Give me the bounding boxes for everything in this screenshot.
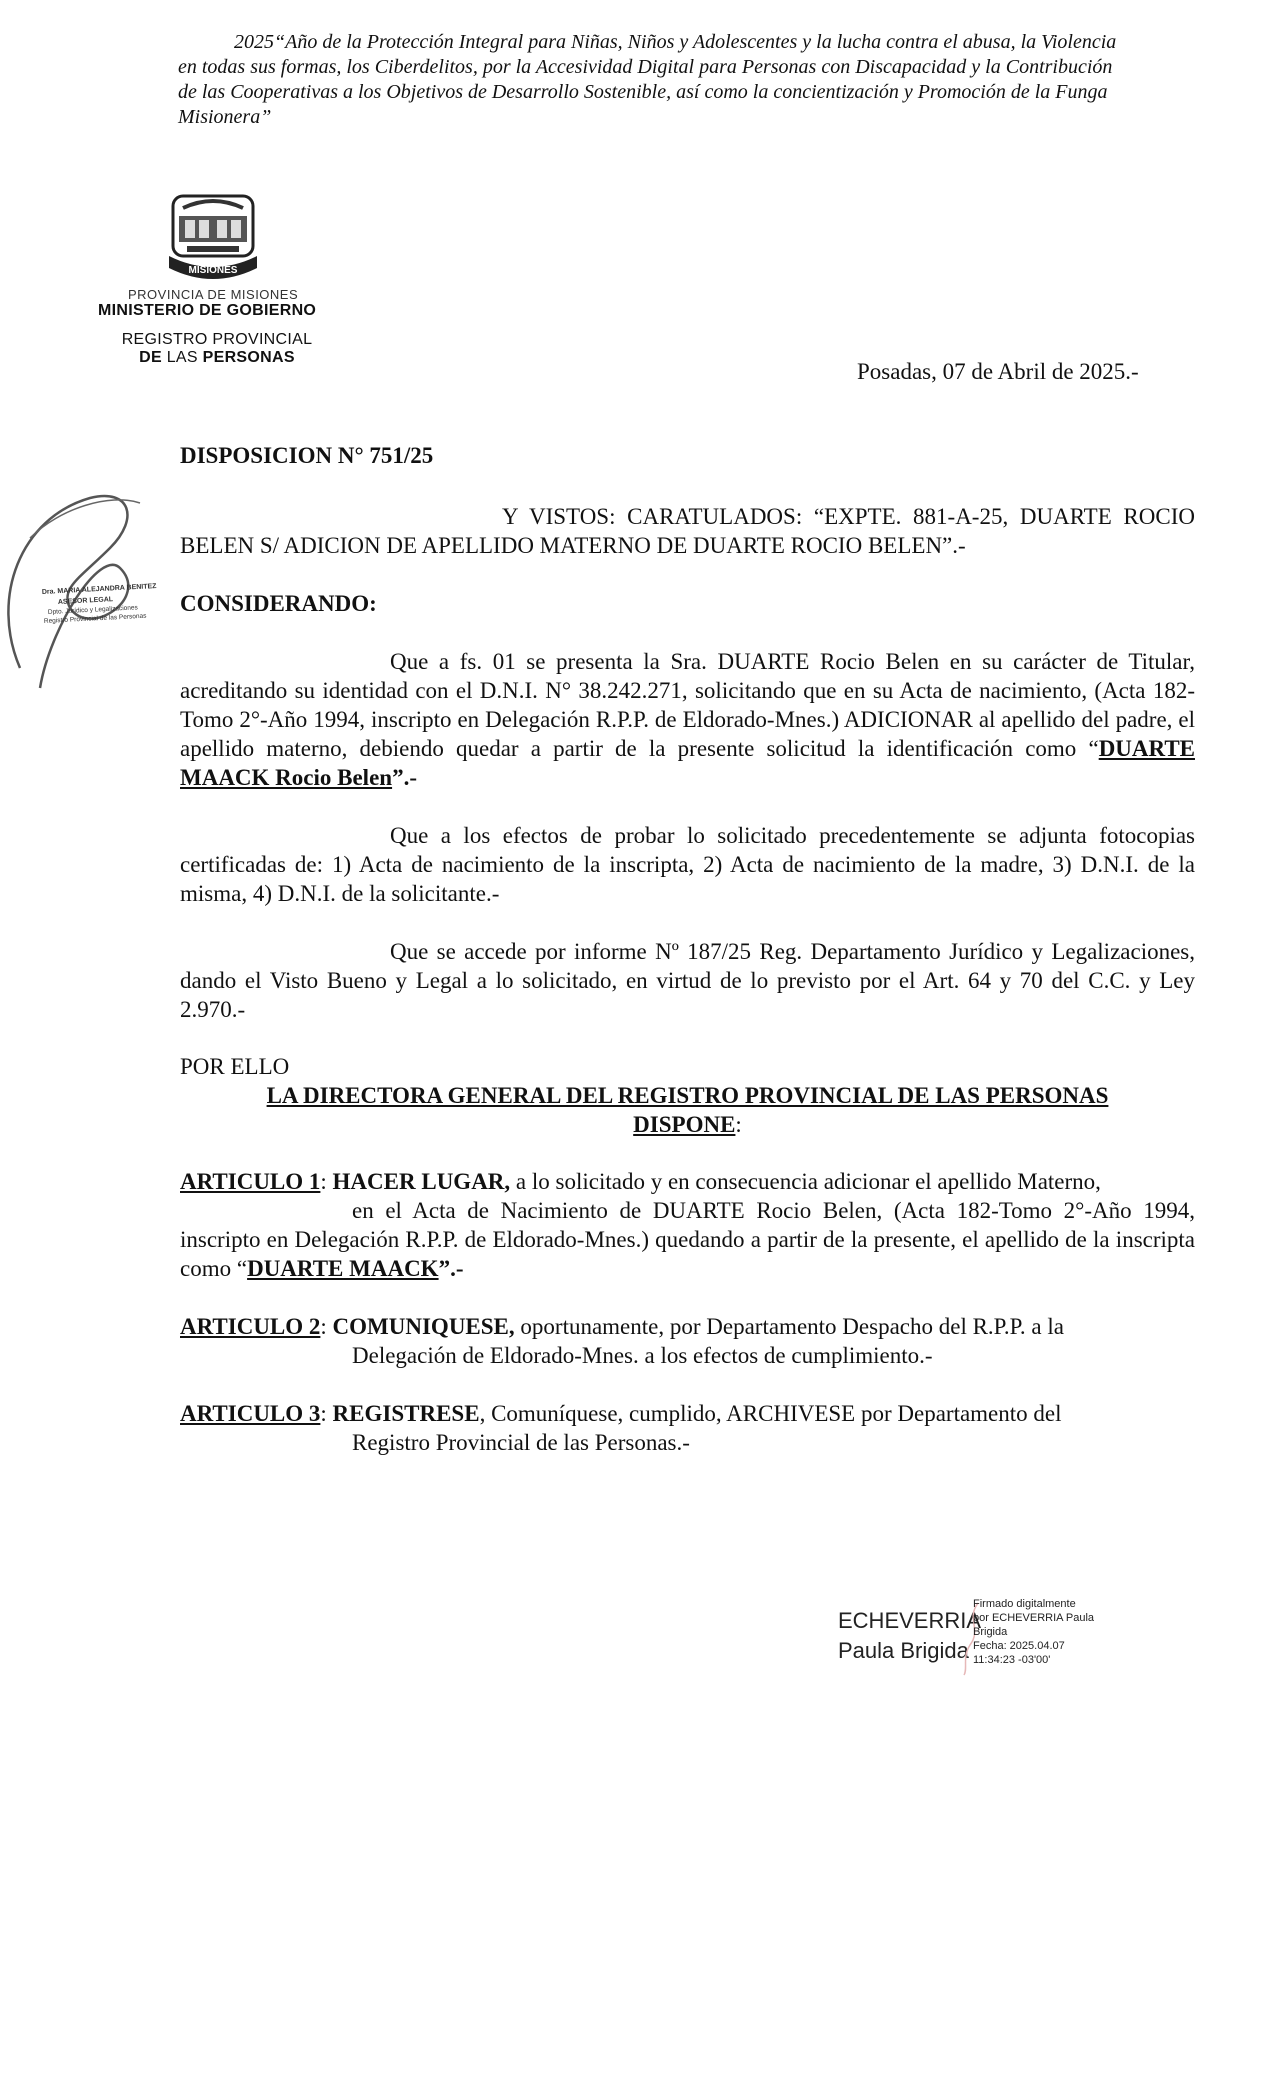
resulting-surname: DUARTE MAACK xyxy=(247,1256,439,1281)
motto-line-2: en todas sus formas, los Ciberdelitos, por la Accesividad Digital para Personas con Discapacidad y la Contribución xyxy=(178,56,1113,78)
registry-line-1: REGISTRO PROVINCIAL xyxy=(121,331,313,348)
para1-quote-close: ”.- xyxy=(392,765,417,790)
crest-ribbon-text: MISIONES xyxy=(188,265,238,276)
stamp-line-1: Dra. MARIA ALEJANDRA BENITEZ xyxy=(41,583,157,596)
registry-las: LAS xyxy=(161,349,203,366)
motto-line-3: de las Cooperativas a los Objetivos de Desarrollo Sostenible, así como la concientización y Promoción de la Funga xyxy=(178,81,1108,103)
year-motto xyxy=(178,30,1188,130)
signer-given-names: Paula Brigida xyxy=(838,1638,969,1663)
signature-meta-1: Firmado digitalmente xyxy=(973,1598,1076,1610)
para1-text: Que a fs. 01 se presenta la Sra. DUARTE Rocio Belen en su carácter de Titular, acreditando su identidad con el D.N.I. N° 38.242.271, solicitando que en su Acta de nacimiento, (Acta 182-Tomo 2°-Año 1994, inscripto en Delegación R.P.P. de Eldorado-Mnes.) ADICIONAR al apellido del padre, el apellido materno, debiendo quedar a partir de la presente solicitud la identificación como xyxy=(180,649,1195,761)
article-3-colon: : xyxy=(320,1401,333,1426)
provincial-crest-icon xyxy=(165,194,261,286)
ministry-letterhead xyxy=(92,287,342,320)
vistos-paragraph xyxy=(180,502,1195,560)
registry-personas: PERSONAS xyxy=(202,349,295,366)
article-2-action: COMUNIQUESE, xyxy=(332,1314,515,1339)
signature-meta-2: por ECHEVERRIA Paula xyxy=(973,1612,1095,1624)
directora-line: LA DIRECTORA GENERAL DEL REGISTRO PROVINCIAL DE LAS PERSONAS xyxy=(266,1083,1109,1108)
official-stamp-signature xyxy=(0,478,175,703)
para1-quote-open: “ xyxy=(1088,736,1099,761)
article-2 xyxy=(180,1312,1195,1370)
article-1-text-1: a lo solicitado y en consecuencia adicionar el apellido Materno, xyxy=(510,1169,1101,1194)
para3-text: Que se accede por informe Nº 187/25 Reg. Departamento Jurídico y Legalizaciones, dando el Visto Bueno y Legal a lo solicitado, en virtud de lo previsto por el Art. 64 y 70 del C.C. y Ley 2.970.- xyxy=(180,939,1195,1022)
article-1-label: ARTICULO 1 xyxy=(180,1169,321,1194)
considerando-paragraph-3 xyxy=(180,937,1195,1024)
por-ello: POR ELLO xyxy=(180,1054,290,1079)
article-1-quote-close: ”.- xyxy=(438,1256,464,1281)
requested-full-name: DUARTE MAACK Rocio Belen xyxy=(180,736,1195,790)
dispone-word: DISPONE xyxy=(633,1112,736,1137)
motto-line-4: Misionera” xyxy=(178,106,272,128)
article-3-action: REGISTRESE xyxy=(332,1401,480,1426)
article-2-text-2: Delegación de Eldorado-Mnes. a los efectos de cumplimiento.- xyxy=(352,1343,933,1368)
signature-metadata xyxy=(973,1597,1133,1667)
considerando-heading: CONSIDERANDO: xyxy=(180,591,377,616)
article-1-action: HACER LUGAR, xyxy=(332,1169,511,1194)
stamp-line-4: Registro Provincial de las Personas xyxy=(43,612,147,625)
article-1-text-2: en el Acta de Nacimiento de DUARTE Rocio Belen, (Acta 182-Tomo 2°-Año 1994, inscripto en Delegación R.P.P. de Eldorado-Mnes.) quedando a partir de la presente, el apellido de la inscripta como xyxy=(180,1198,1195,1281)
registry-line-2 xyxy=(92,349,342,367)
para2-text: Que a los efectos de probar lo solicitado precedentemente se adjunta fotocopias certificadas de: 1) Acta de nacimiento de la inscripta, 2) Acta de nacimiento de la madre, 3) D.N.I. de la misma, 4) D.N.I. de la solicitante.- xyxy=(180,823,1195,906)
considerando-paragraph-2 xyxy=(180,821,1195,908)
considerando-paragraph-1 xyxy=(180,647,1195,792)
registry-letterhead xyxy=(92,331,342,367)
motto-line-1: 2025“Año de la Protección Integral para Niñas, Niños y Adolescentes y la lucha contra el abusa, la Violencia xyxy=(234,31,1117,53)
signature-meta-5: 11:34:23 -03'00' xyxy=(973,1654,1051,1666)
ministry-name: MINISTERIO DE GOBIERNO xyxy=(98,302,317,319)
document-date: Posadas, 07 de Abril de 2025.- xyxy=(857,359,1139,384)
disposition-number: DISPOSICION N° 751/25 xyxy=(180,443,434,468)
vistos-text: Y VISTOS: CARATULADOS: “EXPTE. 881-A-25, DUARTE ROCIO BELEN S/ ADICION DE APELLIDO MATERNO DE DUARTE ROCIO BELEN”.- xyxy=(180,504,1195,558)
article-1-colon: : xyxy=(320,1169,333,1194)
dispone-colon: : xyxy=(735,1112,742,1137)
digital-signature xyxy=(838,1597,1178,1677)
directora-heading xyxy=(180,1081,1195,1139)
province-name: PROVINCIA DE MISIONES xyxy=(128,287,299,302)
article-3-label: ARTICULO 3 xyxy=(180,1401,321,1426)
signer-surname: ECHEVERRIA xyxy=(838,1608,982,1633)
article-2-label: ARTICULO 2 xyxy=(180,1314,321,1339)
article-3-text-2: Registro Provincial de las Personas.- xyxy=(352,1430,690,1455)
article-3-text-1: , Comuníquese, cumplido, ARCHIVESE por Departamento del xyxy=(479,1401,1062,1426)
registry-de: DE xyxy=(139,349,162,366)
article-1-quote-open: “ xyxy=(236,1256,248,1281)
article-3 xyxy=(180,1399,1195,1457)
signature-meta-4: Fecha: 2025.04.07 xyxy=(973,1640,1065,1652)
stamp-line-2: ASESOR LEGAL xyxy=(57,596,114,606)
stamp-line-3: Dpto. Jurídico y Legalizaciones xyxy=(47,604,138,616)
signature-meta-3: Brigida xyxy=(973,1626,1008,1638)
article-2-text-1: oportunamente, por Departamento Despacho del R.P.P. a la xyxy=(514,1314,1064,1339)
article-1 xyxy=(180,1167,1195,1283)
article-2-colon: : xyxy=(320,1314,333,1339)
